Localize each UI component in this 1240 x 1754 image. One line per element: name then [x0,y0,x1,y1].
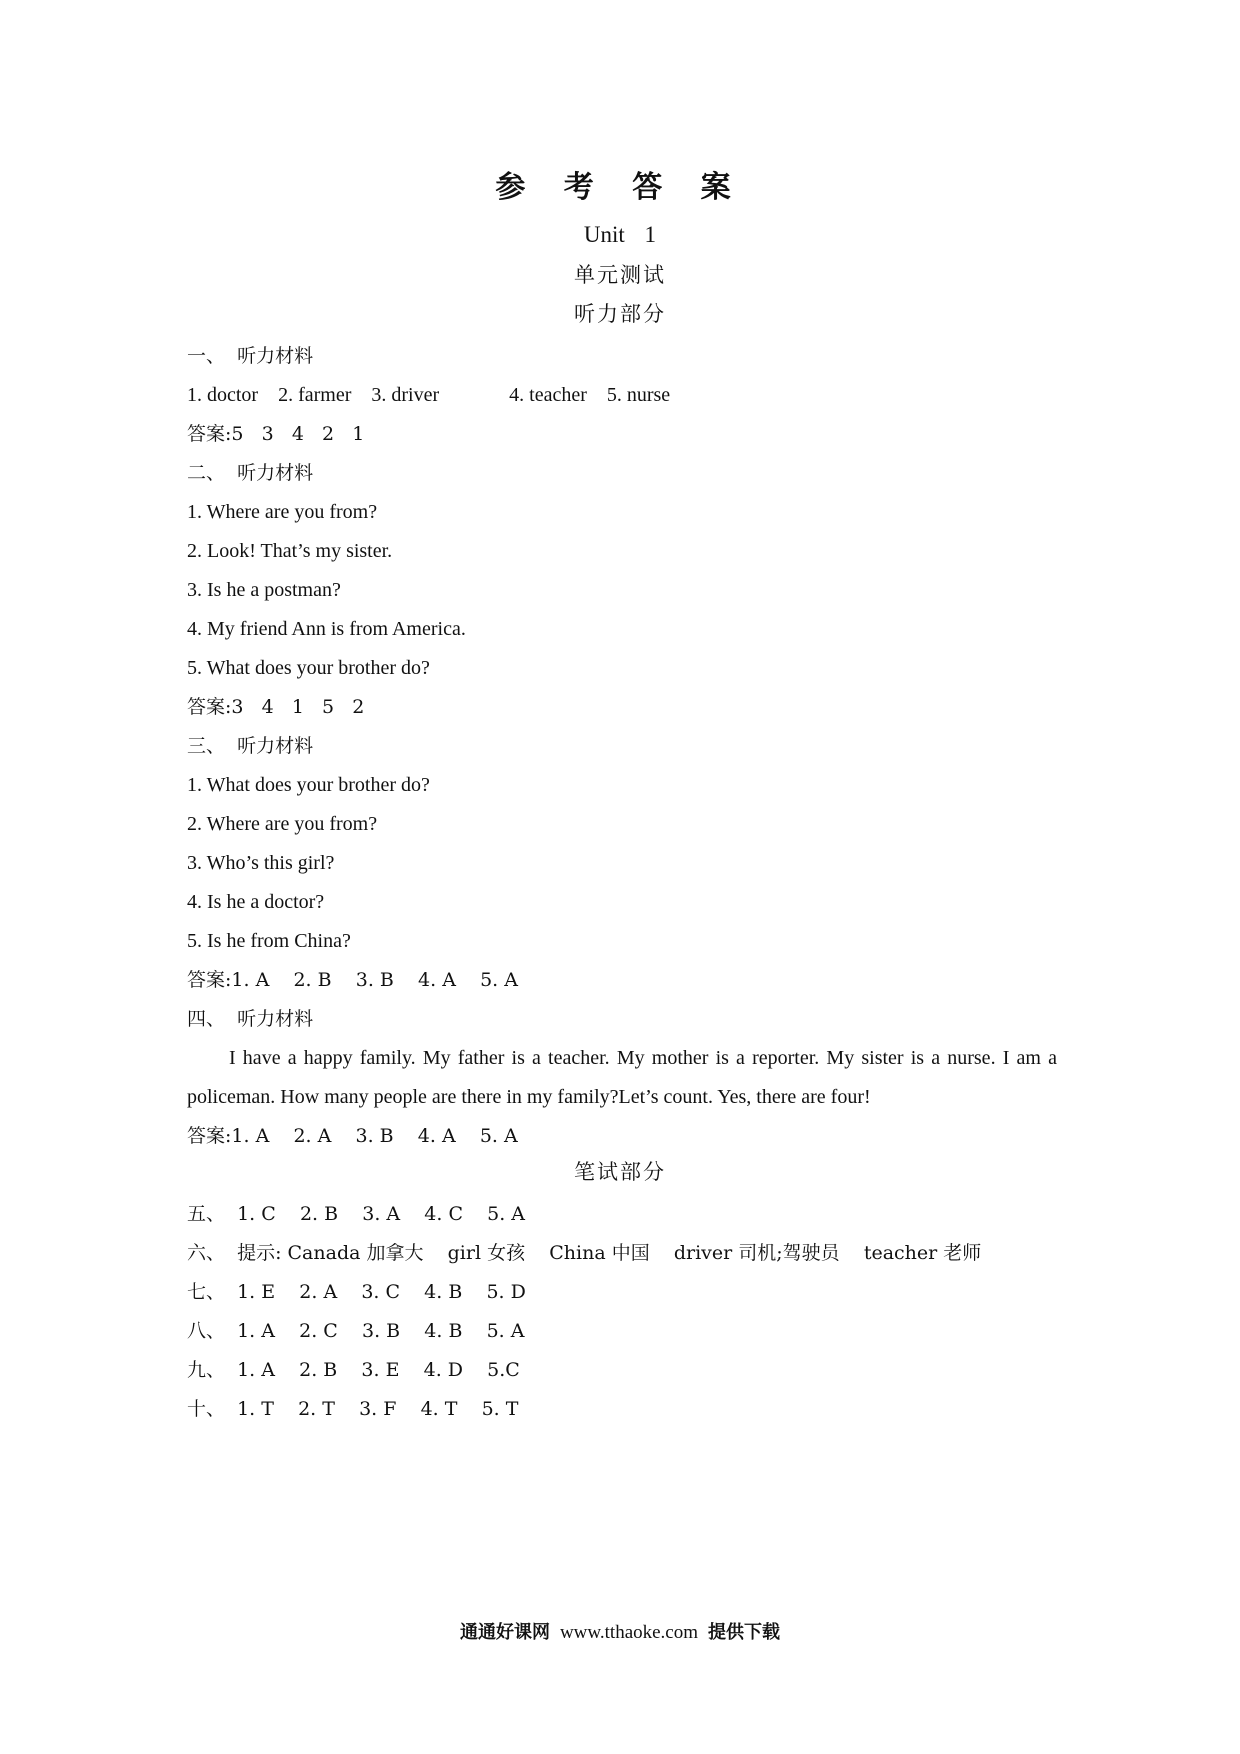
writing-part-heading: 笔试部分 [574,1160,666,1184]
section-test-heading: 单元测试 [574,263,666,287]
section-9-answers: 九、 1. A 2. B 3. E 4. D 5.C [187,1359,520,1381]
answer-body [187,337,1067,1429]
section-8-answers: 八、 1. A 2. C 3. B 4. B 5. A [187,1320,525,1342]
section-3-line-1: 1. What does your brother do? [187,774,430,796]
footer-credit [0,1618,1240,1644]
section-3-line-2: 2. Where are you from? [187,813,378,835]
unit-heading: Unit 1 [583,222,657,247]
footer-url[interactable]: www.tthaoke.com [559,1622,699,1643]
section-10-answers: 十、 1. T 2. T 3. F 4. T 5. T [187,1398,519,1420]
footer-site-name: 通通好课网 [459,1622,550,1643]
section-7-answers: 七、 1. E 2. A 3. C 4. B 5. D [187,1281,526,1303]
section-1-heading: 一、 听力材料 [187,345,314,367]
section-1-answer: 答案:5 3 4 2 1 [187,423,365,445]
section-2-line-2: 2. Look! That’s my sister. [187,540,393,562]
section-3-line-4: 4. Is he a doctor? [187,891,325,913]
section-4-heading: 四、 听力材料 [187,1008,314,1030]
listening-part-heading: 听力部分 [574,302,666,326]
page-title: 参 考 答 案 [495,170,745,205]
footer-download-text: 提供下载 [708,1622,781,1643]
section-2-line-1: 1. Where are you from? [187,501,378,523]
section-4-paragraph: I have a happy family. My father is a teacher. My mother is a reporter. My sister is a nurse. I am a policeman. How many people are there in my family?Let’s count. Yes, there are four! [187,1047,1057,1108]
section-2-line-5: 5. What does your brother do? [187,657,430,679]
section-2-heading: 二、 听力材料 [187,462,314,484]
section-6-answers: 六、 提示: Canada 加拿大 girl 女孩 China 中国 driver 司机;驾驶员 teacher 老师 [187,1242,982,1264]
section-3-answer: 答案:1. A 2. B 3. B 4. A 5. A [187,969,518,991]
section-1-items: 1. doctor 2. farmer 3. driver 4. teacher 5. nurse [187,384,671,406]
section-3-line-5: 5. Is he from China? [187,930,351,952]
section-2-line-3: 3. Is he a postman? [187,579,341,601]
section-4-answer: 答案:1. A 2. A 3. B 4. A 5. A [187,1125,518,1147]
section-5-answers: 五、 1. C 2. B 3. A 4. C 5. A [187,1203,526,1225]
section-2-answer: 答案:3 4 1 5 2 [187,696,365,718]
section-2-line-4: 4. My friend Ann is from America. [187,618,466,640]
section-3-line-3: 3. Who’s this girl? [187,852,335,874]
section-3-heading: 三、 听力材料 [187,735,314,757]
